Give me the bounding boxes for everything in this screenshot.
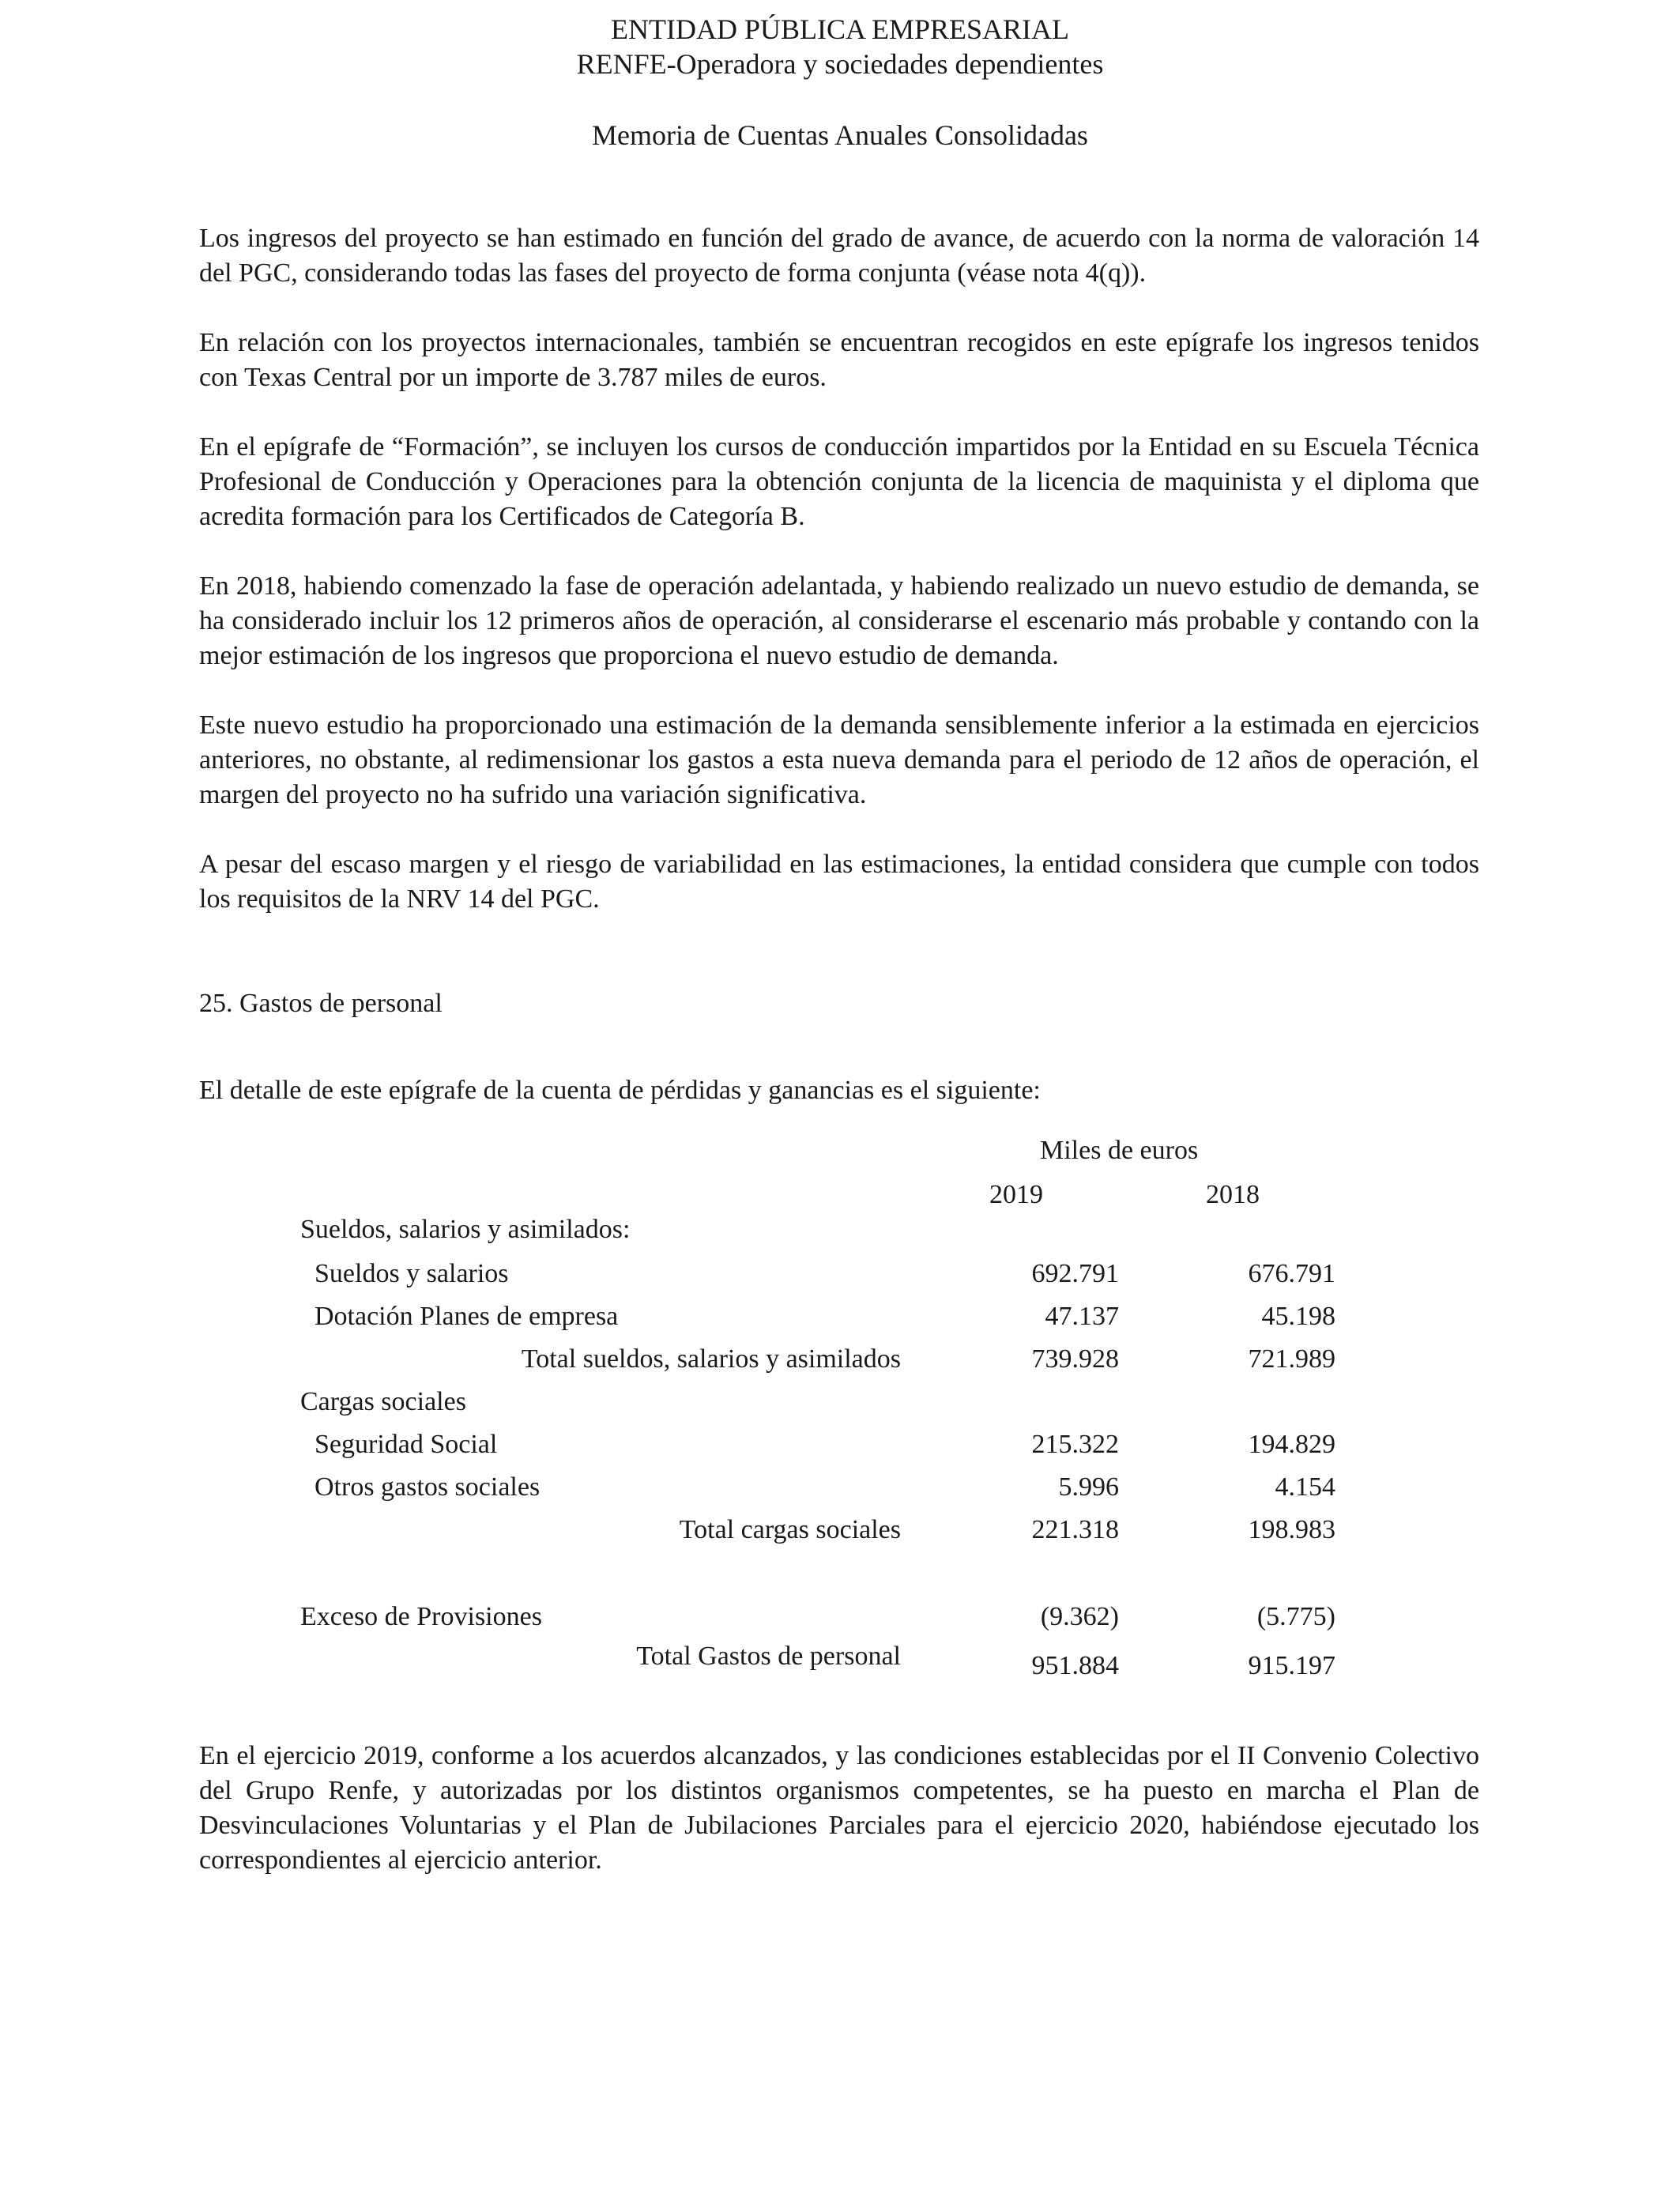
row-otros-label: Otros gastos sociales [315,1472,541,1502]
row-exceso-2018: (5.775) [1256,1602,1335,1631]
entity-title: ENTIDAD PÚBLICA EMPRESARIAL [610,13,1070,45]
total-sueldos-2018: 721.989 [1248,1344,1335,1374]
total-cargas-2018: 198.983 [1248,1515,1335,1544]
row-otros-2018: 4.154 [1275,1472,1335,1502]
document-title: Memoria de Cuentas Anuales Consolidadas [592,119,1088,151]
group-title: RENFE-Operadora y sociedades dependientes [576,48,1104,80]
paragraph-margen: A pesar del escaso margen y el riesgo de variabilidad en las estimaciones, la entidad considera que cumple con todos los requisitos de la NRV 14 del PGC. [199,850,1479,914]
row-seguridad-label: Seguridad Social [315,1430,498,1459]
row-seguridad-2019: 215.322 [1031,1430,1119,1459]
unit-header: Miles de euros [1040,1136,1199,1165]
row-otros-2019: 5.996 [1058,1472,1119,1502]
total-gastos-2019: 951.884 [1031,1651,1119,1680]
paragraph-internacionales: En relación con los proyectos internacionales, también se encuentran recogidos en este epígrafe los ingresos tenidos con Texas Central por un importe de 3.787 miles de euros. [199,328,1479,392]
total-cargas-label: Total cargas sociales [679,1515,901,1544]
group-sueldos-label: Sueldos, salarios y asimilados: [300,1215,631,1244]
year-2019-header: 2019 [989,1180,1043,1209]
paragraph-formacion: En el epígrafe de “Formación”, se incluyen los cursos de conducción impartidos por la Entidad en su Escuela Técnica Profesional de Conducción y Operaciones para la obtención conjunta de la licencia de maquinista y el diploma que acredita formación para los Certificados de Categoría B. [199,432,1479,531]
row-sueldos-label: Sueldos y salarios [315,1259,509,1288]
row-seguridad-2018: 194.829 [1248,1430,1335,1459]
paragraph-estudio: Este nuevo estudio ha proporcionado una estimación de la demanda sensiblemente inferior a la estimada en ejercicios anteriores, no obstante, al redimensionar los gastos a esta nueva demanda para el periodo de 12 años de operación, el margen del proyecto no ha sufrido una variación significativa. [199,711,1479,809]
total-gastos-label: Total Gastos de personal [636,1642,901,1671]
total-sueldos-2019: 739.928 [1031,1344,1119,1374]
row-dotacion-label: Dotación Planes de empresa [315,1302,619,1331]
paragraph-convenio: En el ejercicio 2019, conforme a los acuerdos alcanzados, y las condiciones establecidas por el II Convenio Colectivo del Grupo Renfe, y autorizadas por los distintos organismos competentes, se ha puesto en marcha el Plan de Desvinculaciones Voluntarias y el Plan de Jubilaciones Parciales para el ejercicio 2020, habiéndose ejecutado los correspondientes al ejercicio anterior. [199,1741,1479,1875]
year-2018-header: 2018 [1206,1180,1260,1209]
paragraph-2018: En 2018, habiendo comenzado la fase de operación adelantada, y habiendo realizado un nuevo estudio de demanda, se ha considerado incluir los 12 primeros años de operación, al considerarse el escenario más probable y contando con la mejor estimación de los ingresos que proporciona el nuevo estudio de demanda. [199,571,1479,670]
row-exceso-label: Exceso de Provisiones [300,1602,542,1631]
row-sueldos-2019: 692.791 [1031,1259,1119,1288]
section-title: 25. Gastos de personal [199,989,443,1018]
section-intro: El detalle de este epígrafe de la cuenta de pérdidas y ganancias es el siguiente: [199,1076,1041,1105]
row-dotacion-2018: 45.198 [1261,1302,1335,1331]
total-gastos-2018: 915.197 [1248,1651,1335,1680]
total-sueldos-label: Total sueldos, salarios y asimilados [521,1344,901,1374]
row-exceso-2019: (9.362) [1040,1602,1119,1631]
total-cargas-2019: 221.318 [1031,1515,1119,1544]
group-cargas-label: Cargas sociales [300,1387,466,1416]
row-sueldos-2018: 676.791 [1248,1259,1335,1288]
paragraph-ingresos: Los ingresos del proyecto se han estimado en función del grado de avance, de acuerdo con la norma de valoración 14 del PGC, considerando todas las fases del proyecto de forma conjunta (véase nota 4(q)). [199,224,1479,288]
row-dotacion-2019: 47.137 [1045,1302,1119,1331]
